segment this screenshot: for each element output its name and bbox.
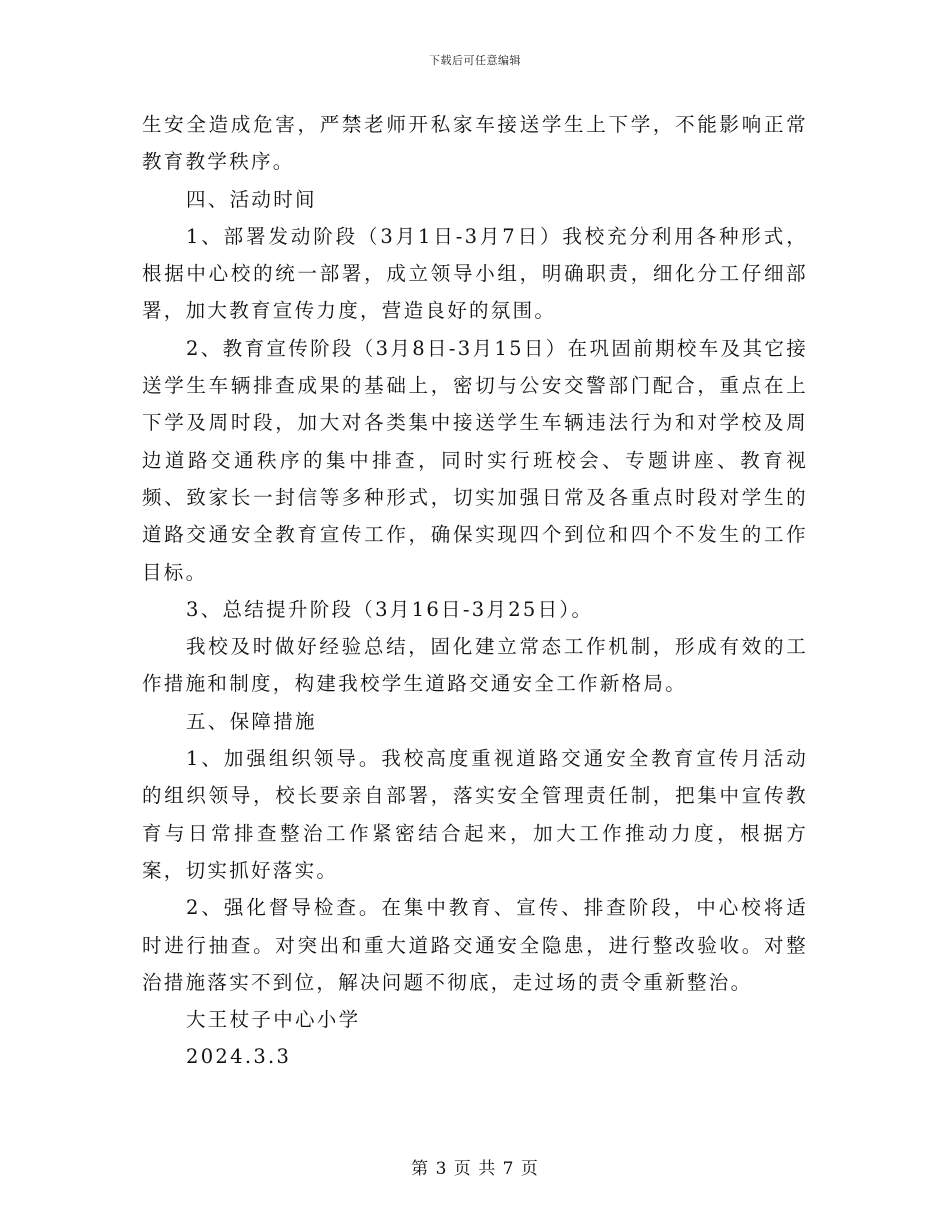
paragraph-continuation: 生安全造成危害，严禁老师开私家车接送学生上下学，不能影响正常教育教学秩序。 [142, 113, 808, 174]
paragraph-safeguard-1: 1、加强组织领导。我校高度重视道路交通安全教育宣传月活动的组织领导，校长要亲自部署，落实安全管理责任制，把集中宣传教育与日常排查整治工作紧密结合起来，加大工作推动力度，根据方案，切实抓好落实。 [142, 747, 808, 882]
signature-school-name: 大王杖子中心小学 [186, 1008, 361, 1032]
download-editable-note: 下载后可任意编辑 [429, 54, 521, 67]
section-heading-activity-time: 四、活动时间 [186, 187, 317, 211]
page-number: 第 3 页 共 7 页 [411, 1159, 539, 1179]
paragraph-stage-2: 2、教育宣传阶段（3月8日-3月15日）在巩固前期校车及其它接送学生车辆排查成果的基础上，密切与公安交警部门配合，重点在上下学及周时段，加大对各类集中接送学生车辆违法行为和对学校及周边道路交通秩序的集中排查，同时实行班校会、专题讲座、教育视频、致家长一封信等多种形式，切实加强日常及各重点时段对学生的道路交通安全教育宣传工作，确保实现四个到位和四个不发生的工作目标。 [142, 336, 808, 584]
document-body [142, 106, 808, 1076]
signature-date: 2024.3.3 [186, 1045, 292, 1069]
paragraph-stage-3: 3、总结提升阶段（3月16日-3月25日）。 [186, 597, 594, 621]
section-heading-safeguards: 五、保障措施 [186, 709, 317, 733]
paragraph-safeguard-2: 2、强化督导检查。在集中教育、宣传、排查阶段，中心校将适时进行抽查。对突出和重大道路交通安全隐患，进行整改验收。对整治措施落实不到位，解决问题不彻底，走过场的责令重新整治。 [142, 896, 808, 994]
paragraph-summary: 我校及时做好经验总结，固化建立常态工作机制，形成有效的工作措施和制度，构建我校学生道路交通安全工作新格局。 [142, 635, 808, 696]
paragraph-stage-1: 1、部署发动阶段（3月1日-3月7日）我校充分利用各种形式，根据中心校的统一部署，成立领导小组，明确职责，细化分工仔细部署，加大教育宣传力度，营造良好的氛围。 [142, 224, 808, 323]
